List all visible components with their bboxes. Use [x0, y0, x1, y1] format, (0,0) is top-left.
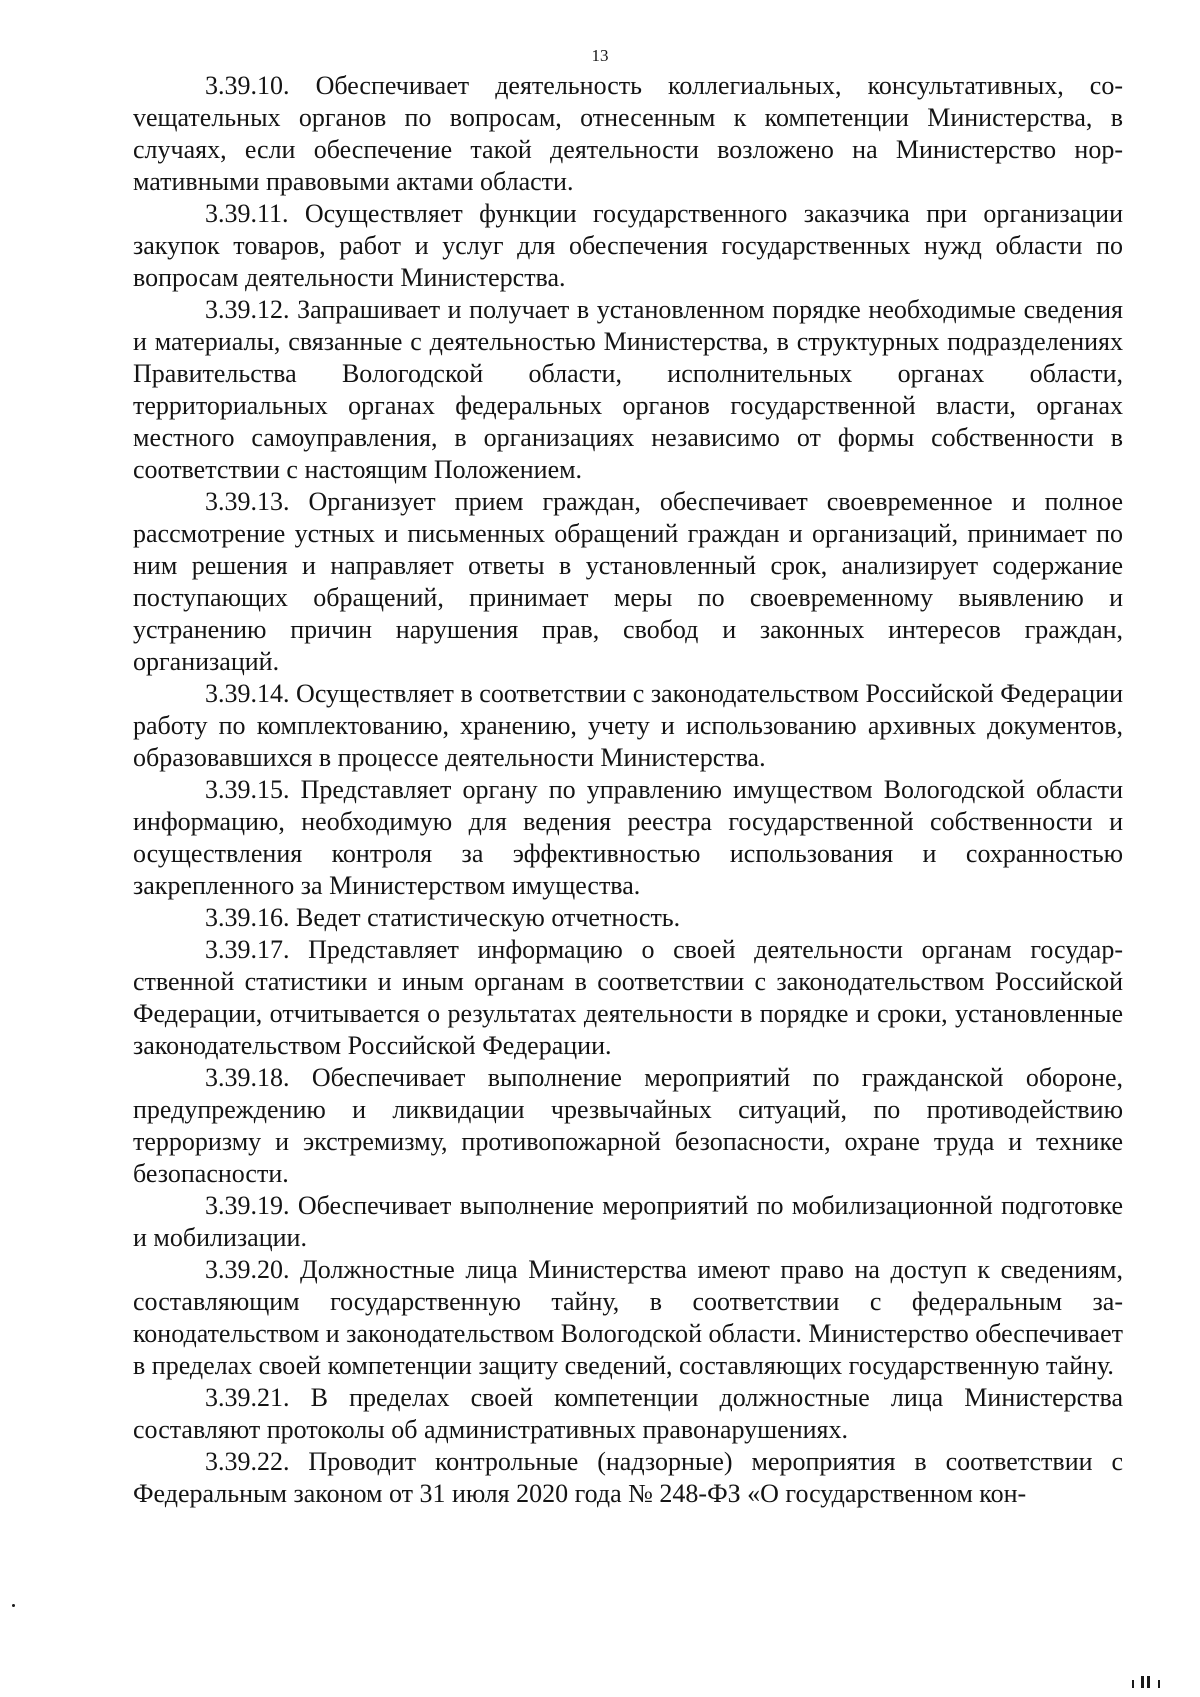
paragraph-3-39-19: 3.39.19. Обеспечивает выполнение мероприятий по мобилизационной подготовке и мобилизации. [133, 1191, 1123, 1252]
paragraph-3-39-21: 3.39.21. В пределах своей компетенции должностные лица Министерства составляют протоколы об административных правонарушениях. [133, 1383, 1123, 1444]
paragraph-3-39-13: 3.39.13. Организует прием граждан, обеспечивает своевременное и полное рассмотрение устных и письменных обращений граждан и организаций, принимает по ним решения и направляет ответы в установленный срок, анализирует содержание поступающих обращений, принимает меры по своевременному выявлению и устранению причин нарушения прав, свобод и законных интересов граждан, организаций. [133, 487, 1123, 676]
document-body [133, 70, 1123, 1510]
scan-speck [1158, 1680, 1160, 1688]
page-number: 13 [591, 46, 609, 65]
paragraph-3-39-16: 3.39.16. Ведет статистическую отчетность. [205, 903, 681, 932]
paragraph-3-39-20: 3.39.20. Должностные лица Министерства имеют право на доступ к сведениям, составляющим государственную тайну, в соответствии с федеральным законодательством и законодательством Вологодской области. Министерство обеспечивает в пределах своей компетенции защиту сведений, составляющих государственную тайну. [133, 1255, 1123, 1380]
paragraph-3-39-17: 3.39.17. Представляет информацию о своей деятельности органам государственной статистики и иным органам в соответствии с законодательством Российской Федерации, отчитывается о результатах деятельности в порядке и сроки, установленные законодательством Российской Федерации. [133, 935, 1123, 1060]
paragraph-3-39-22: 3.39.22. Проводит контрольные (надзорные) мероприятия в соответствии с Федеральным законом от 31 июля 2020 года № 248-ФЗ «О государственном кон- [133, 1447, 1123, 1508]
paragraph-3-39-10: 3.39.10. Обеспечивает деятельность коллегиальных, консультативных, соvещательных органов по вопросам, отнесенным к компетенции Министерства, в случаях, если обеспечение такой деятельности возложено на Министерство нормативными правовыми актами области. [133, 71, 1123, 196]
scan-speck [12, 1604, 15, 1607]
scan-speck [1141, 1676, 1144, 1688]
paragraph-3-39-15: 3.39.15. Представляет органу по управлению имуществом Вологодской области информацию, необходимую для ведения реестра государственной собственности и осуществления контроля за эффективностью использования и сохранностью закрепленного за Министерством имущества. [133, 775, 1123, 900]
scan-speck [1132, 1680, 1134, 1688]
scan-speck [1147, 1676, 1150, 1688]
paragraph-3-39-12: 3.39.12. Запрашивает и получает в установленном порядке необходимые сведения и материалы, связанные с деятельностью Министерства, в структурных подразделениях Правительства Вологодской области, исполнительных органах области, территориальных органах федеральных органов государственной власти, органах местного самоуправления, в организациях независимо от формы собственности в соответствии с настоящим Положением. [133, 295, 1123, 484]
paragraph-3-39-18: 3.39.18. Обеспечивает выполнение мероприятий по гражданской обороне, предупреждению и ликвидации чрезвычайных ситуаций, по противодействию терроризму и экстремизму, противопожарной безопасности, охране труда и технике безопасности. [133, 1063, 1123, 1188]
paragraph-3-39-14: 3.39.14. Осуществляет в соответствии с законодательством Российской Федерации работу по комплектованию, хранению, учету и использованию архивных документов, образовавшихся в процессе деятельности Министерства. [133, 679, 1123, 772]
paragraph-3-39-11: 3.39.11. Осуществляет функции государственного заказчика при организации закупок товаров, работ и услуг для обеспечения государственных нужд области по вопросам деятельности Министерства. [133, 199, 1123, 292]
